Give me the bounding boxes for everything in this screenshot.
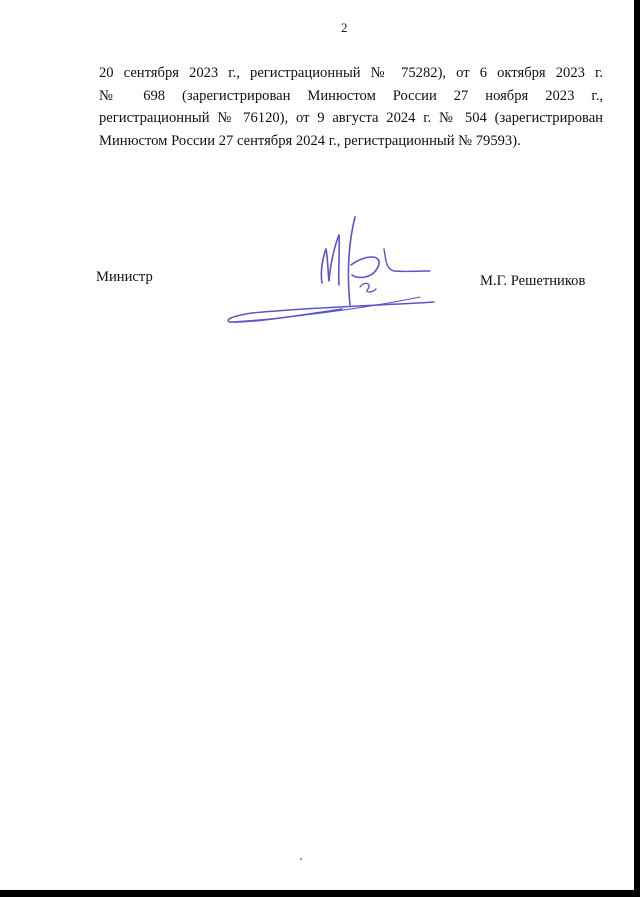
body-paragraph [99,62,603,152]
handwritten-signature [222,205,442,330]
scan-speck [300,858,302,860]
body-line: 20 сентября 2023 г., регистрационный № 75282), от 6 октября 2023 г. [99,65,603,81]
page-number: 2 [341,20,348,35]
body-line: № 698 (зарегистрирован Минюстом России 27 ноября 2023 г., [99,87,603,104]
signatory-title: Министр [96,269,153,285]
body-line: Минюстом России 27 сентября 2024 г., регистрационный № 79593). [99,132,521,149]
signatory-name: М.Г. Решетников [480,273,586,289]
body-line: регистрационный № 76120), от 9 августа 2024 г. № 504 (зарегистрирован [99,110,603,127]
